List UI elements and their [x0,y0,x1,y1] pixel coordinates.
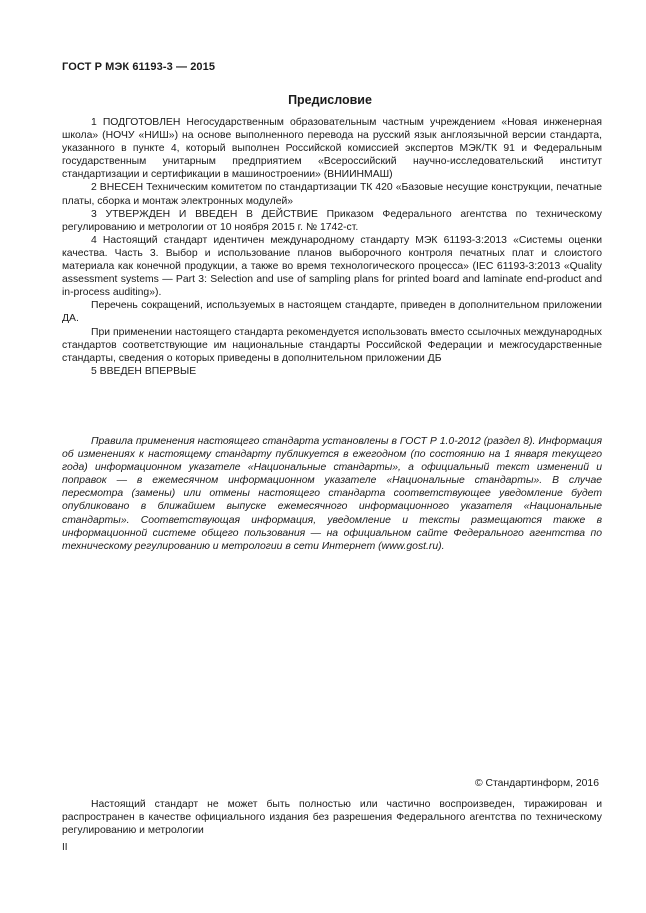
paragraph-submitted-by: 2 ВНЕСЕН Техническим комитетом по стандартизации ТК 420 «Базовые несущие конструкции, печатные платы, сборка и монтаж электронных модулей» [62,182,602,207]
reproduction-notice [62,798,602,837]
application-rules-notice [62,435,602,553]
notice-text: Правила применения настоящего стандарта установлены в ГОСТ Р 1.0-2012 (раздел 8). Информация об изменениях к настоящему стандарту публикуется в ежегодном (по состоянию на 1 января текущего года) информационном указателе «Национальные стандарты», а официальный текст изменений и поправок — в ежемесячном информационном указателе «Национальные стандарты». В случае пересмотра (замены) или отмены настоящего стандарта соответствующее уведомление будет опубликовано в ближайшем выпуске ежемесячного информационного указателя «Национальные стандарты». Соответствующая информация, уведомление и тексты размещаются также в информационной системе общего пользования — на официальном сайте Федерального агентства по техническому регулированию и метрологии в сети Интернет (www.gost.ru). [62,436,602,552]
copyright-line: © Стандартинформ, 2016 [474,778,599,789]
foreword-body [62,116,602,378]
paragraph-references: При применении настоящего стандарта рекомендуется использовать вместо ссылочных международных стандартов соответствующие им национальные стандарты Российской Федерации и межгосударственные стандарты, сведения о которых приведены в дополнительном приложении ДБ [62,326,602,364]
document-code-header: ГОСТ Р МЭК 61193-3 — 2015 [62,61,216,73]
paragraph-first-introduced: 5 ВВЕДЕН ВПЕРВЫЕ [91,365,197,377]
paragraph-abbreviations: Перечень сокращений, используемых в настоящем стандарте, приведен в дополнительном приложении ДА. [62,300,602,325]
paragraph-approved: 3 УТВЕРЖДЕН И ВВЕДЕН В ДЕЙСТВИЕ Приказом Федерального агентства по техническому регулированию и метрологии от 10 ноября 2015 г. № 1742-ст. [62,208,602,233]
page-title-container [0,91,646,109]
page-title: Предисловие [288,93,372,107]
page-number: II [62,842,68,853]
paragraph-prepared-by: 1 ПОДГОТОВЛЕН Негосударственным образовательным частным учреждением «Новая инженерная школа» (НОЧУ «НИШ») на основе выполненного перевода на русский язык англоязычной версии стандарта, указанного в пункте 4, который выполнен Российской комиссией экспертов МЭК/ТК 91 и Федеральным государственным унитарным предприятием «Всероссийский научно-исследовательский институт стандартизации и сертификации в машиностроении» (ВНИИНМАШ) [62,117,602,181]
reproduction-notice-text: Настоящий стандарт не может быть полностью или частично воспроизведен, тиражирован и распространен в качестве официального издания без разрешения Федерального агентства по техническому регулированию и метрологии [62,799,602,837]
paragraph-identical-standard: 4 Настоящий стандарт идентичен международному стандарту МЭК 61193-3:2013 «Системы оценки качества. Часть 3. Выбор и использование планов выборочного контроля печатных плат и слоистого материала как конечной продукции, а также во время технологического процесса» (IEC 61193-3:2013 «Quality assessment systems — Part 3: Selection and use of sampling plans for printed board and laminate end-product and in-process auditing»). [62,234,602,299]
